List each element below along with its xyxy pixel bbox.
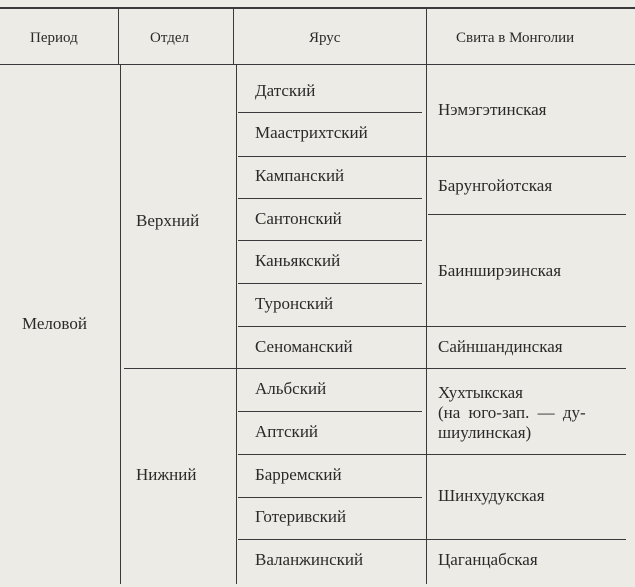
period-cretaceous: Меловой [22, 314, 87, 333]
section-separator [124, 368, 626, 369]
stage-cenomanian: Сеноманский [255, 337, 353, 356]
suite-bainshireinskaya: Баинширэинская [438, 261, 562, 280]
suite-khukhtykskaya-line3: шиулинская) [438, 423, 532, 442]
stage-valanginian: Валанжинский [255, 550, 364, 569]
stage-campanian: Кампанский [255, 166, 345, 185]
suite-khukhtykskaya-line2: (на юго-зап. — ду- [438, 403, 586, 422]
table-top-rule [0, 7, 635, 9]
row-separator [238, 454, 626, 455]
suite-sainshandinskaya: Сайншандинская [438, 337, 563, 356]
stage-barremian: Барремский [255, 465, 342, 484]
header-suite: Свита в Монголии [456, 30, 575, 46]
stage-santonian: Сантонский [255, 209, 342, 228]
stage-albian: Альбский [255, 379, 327, 398]
row-separator [238, 283, 422, 284]
row-separator [238, 497, 422, 498]
header-bottom-rule [0, 64, 635, 65]
row-separator [238, 539, 626, 540]
row-separator [428, 214, 626, 215]
suite-shinkhudukskaya: Шинхудукская [438, 486, 545, 505]
stage-aptian: Аптский [255, 422, 319, 441]
suite-nemegetinskaya: Нэмэгэтинская [438, 100, 547, 119]
row-separator [238, 156, 626, 157]
header-stage: Ярус [309, 30, 341, 46]
stage-maastrichtian: Маастрихтский [255, 123, 368, 142]
suite-barungoyotskaya: Барунгойотская [438, 176, 553, 195]
stage-hauterivian: Готеривский [255, 507, 347, 526]
suite-tsagantsabskaya: Цаганцабская [438, 550, 538, 569]
row-separator [238, 240, 422, 241]
section-lower: Нижний [136, 465, 197, 484]
header-period: Период [30, 30, 78, 46]
column-divider [426, 7, 427, 584]
row-separator [238, 198, 422, 199]
column-divider [120, 64, 121, 584]
row-separator [238, 411, 422, 412]
header-section: Отдел [150, 30, 189, 46]
column-divider [118, 7, 119, 65]
stage-danian: Датский [255, 81, 316, 100]
column-divider [236, 64, 237, 584]
stage-coniacian: Каньякский [255, 251, 341, 270]
stage-turonian: Туронский [255, 294, 334, 313]
suite-khukhtykskaya-line1: Хухтыкская [438, 383, 523, 402]
section-upper: Верхний [136, 211, 200, 230]
column-divider [233, 7, 234, 65]
row-separator [238, 326, 626, 327]
row-separator [238, 112, 422, 113]
